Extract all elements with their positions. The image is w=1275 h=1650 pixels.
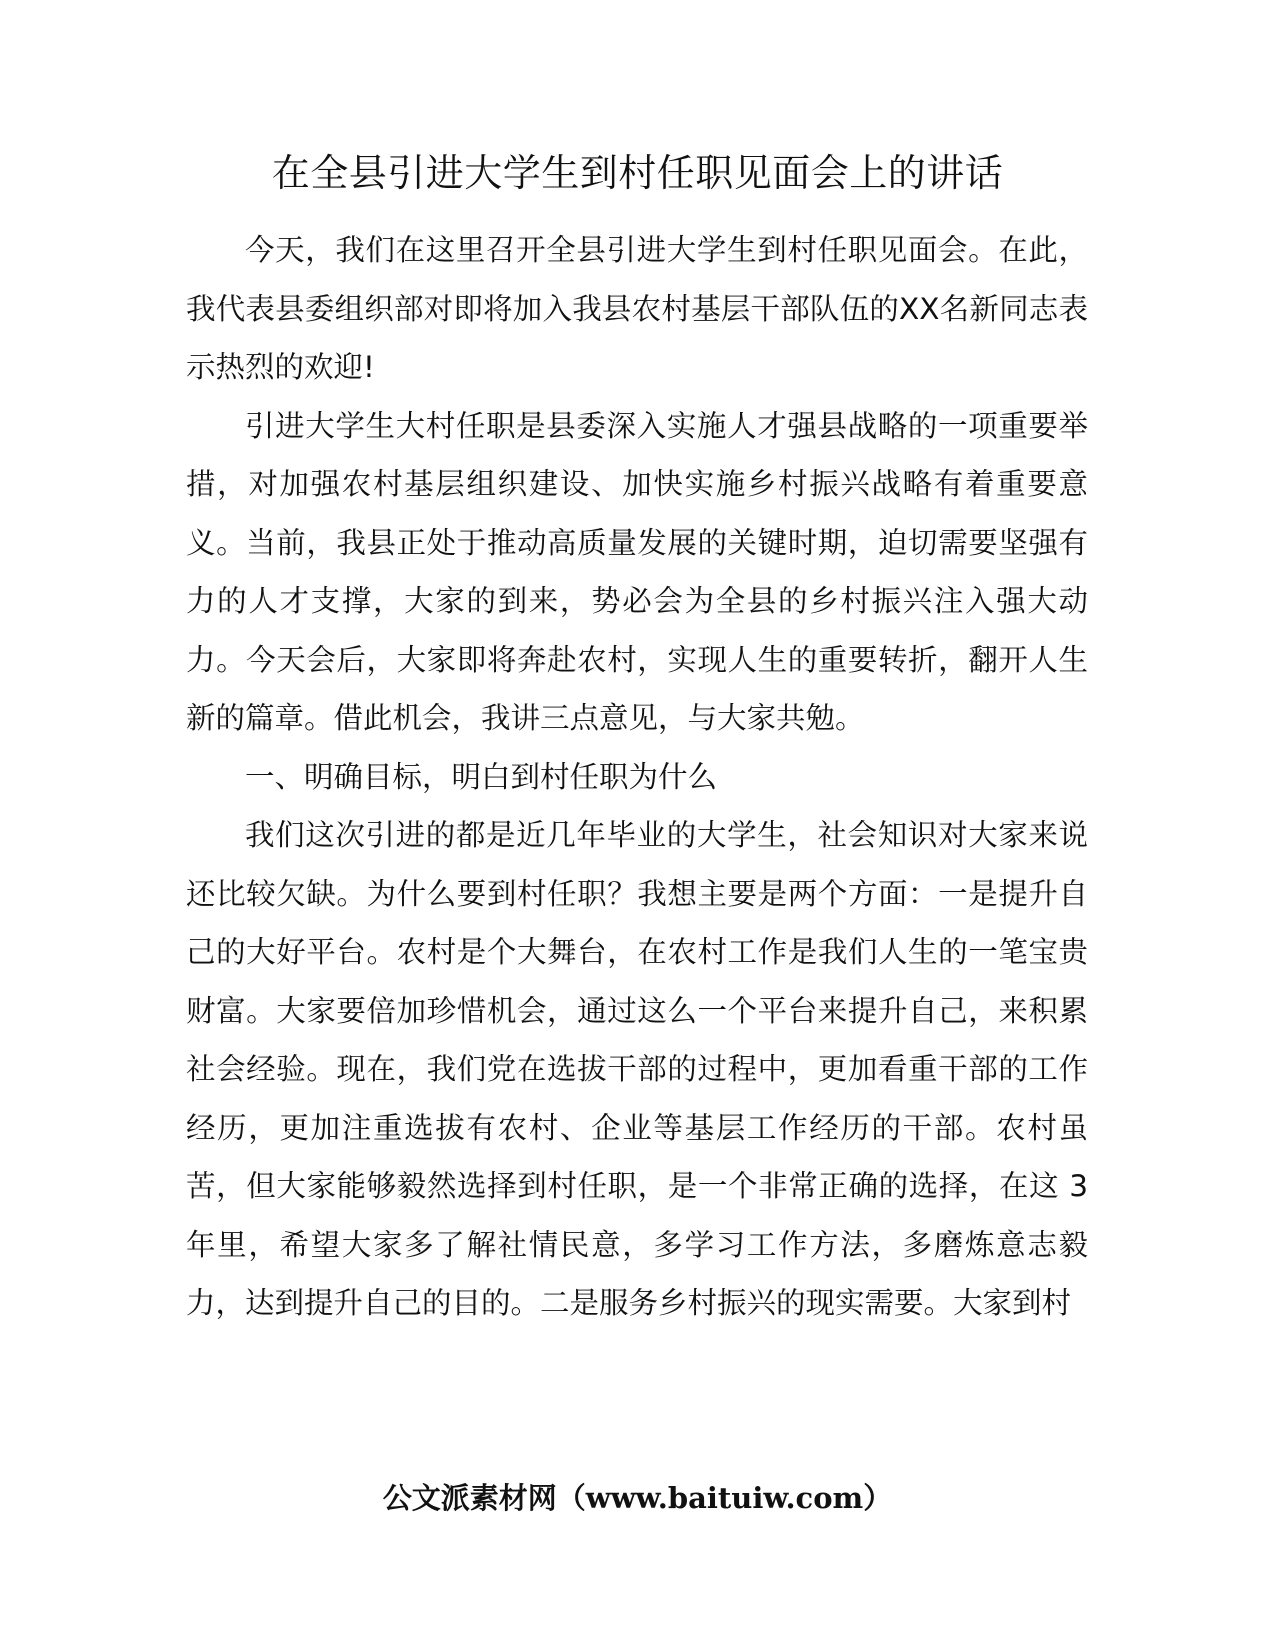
document-title: 在全县引进大学生到村任职见面会上的讲话 — [271, 151, 1004, 195]
section-heading-1: 一、明确目标，明白到村任职为什么 — [245, 759, 718, 794]
document-body — [186, 221, 1088, 1333]
paragraph-why-village: 我们这次引进的都是近几年毕业的大学生，社会知识对大家来说还比较欠缺。为什么要到村任职？我想主要是两个方面：一是提升自己的大好平台。农村是个大舞台，在农村工作是我们人生的一笔宝贵财富。大家要倍加珍惜机会，通过这么一个平台来提升自己，来积累社会经验。现在，我们党在选拔干部的过程中，更加看重干部的工作经历，更加注重选拔有农村、企业等基层工作经历的干部。农村虽苦，但大家能够毅然选择到村任职，是一个非常正确的选择，在这 3 年里，希望大家多了解社情民意，多学习工作方法，多磨炼意志毅力，达到提升自己的目的。二是服务乡村振兴的现实需要。大家到村 — [186, 818, 1088, 1320]
footer-watermark: 公文派素材网（www.baituiw.com） — [382, 1481, 893, 1515]
paragraph-significance: 引进大学生大村任职是县委深入实施人才强县战略的一项重要举措，对加强农村基层组织建设、加快实施乡村振兴战略有着重要意义。当前，我县正处于推动高质量发展的关键时期，迫切需要坚强有力的人才支撑，大家的到来，势必会为全县的乡村振兴注入强大动力。今天会后，大家即将奔赴农村，实现人生的重要转折，翻开人生新的篇章。借此机会，我讲三点意见，与大家共勉。 — [186, 408, 1088, 735]
paragraph-welcome: 今天，我们在这里召开全县引进大学生到村任职见面会。在此，我代表县委组织部对即将加入我县农村基层干部队伍的XX名新同志表示热烈的欢迎! — [186, 233, 1088, 384]
